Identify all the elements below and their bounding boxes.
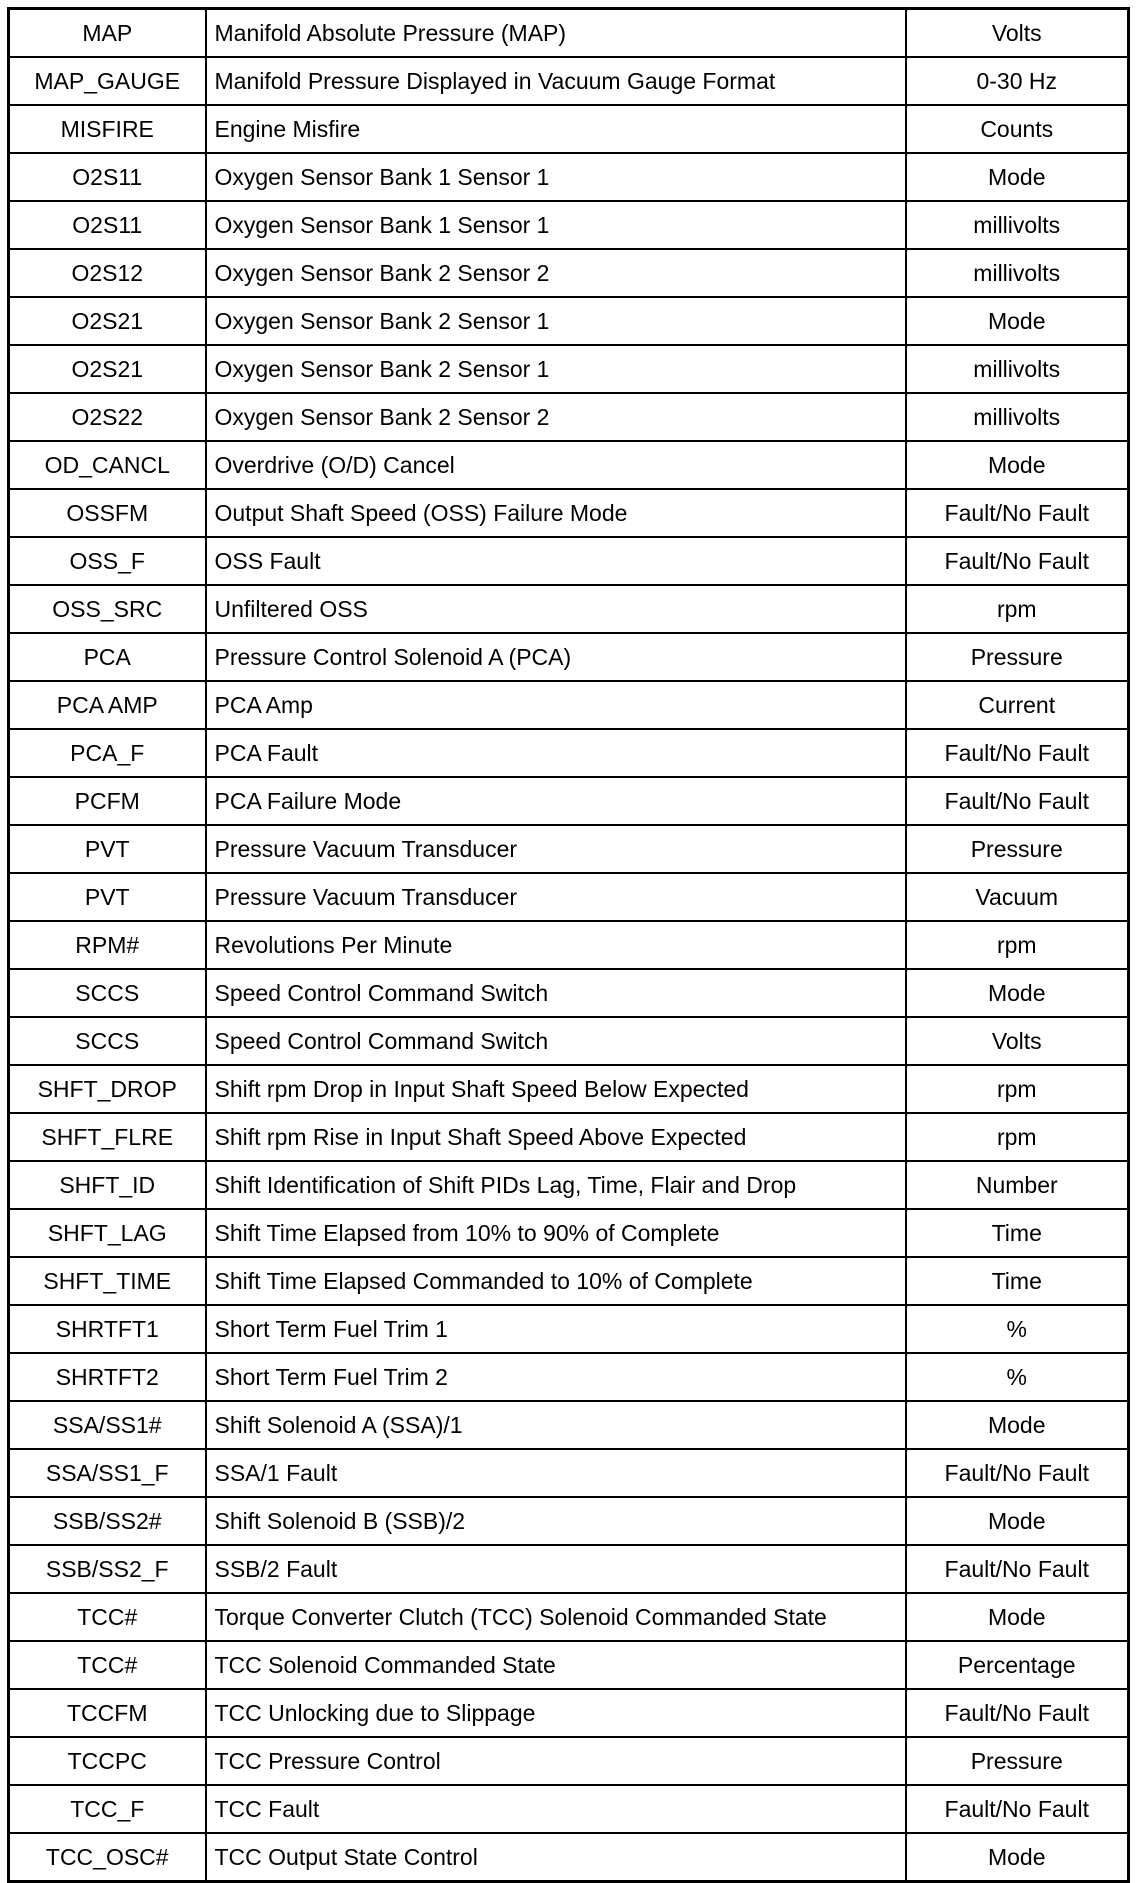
table-row bbox=[9, 1113, 1129, 1161]
pid-cell: TCCPC bbox=[9, 1737, 206, 1785]
table-row bbox=[9, 537, 1129, 585]
unit-cell: Fault/No Fault bbox=[906, 489, 1129, 537]
unit-cell: Volts bbox=[906, 9, 1129, 58]
pid-cell: PCA_F bbox=[9, 729, 206, 777]
unit-cell: Fault/No Fault bbox=[906, 537, 1129, 585]
table-row bbox=[9, 297, 1129, 345]
description-cell: Speed Control Command Switch bbox=[206, 969, 906, 1017]
description-cell: Pressure Vacuum Transducer bbox=[206, 873, 906, 921]
table-row bbox=[9, 729, 1129, 777]
table-row bbox=[9, 57, 1129, 105]
description-cell: TCC Unlocking due to Slippage bbox=[206, 1689, 906, 1737]
pid-cell: TCC_OSC# bbox=[9, 1833, 206, 1882]
table-row bbox=[9, 1017, 1129, 1065]
table-row bbox=[9, 1353, 1129, 1401]
description-cell: Revolutions Per Minute bbox=[206, 921, 906, 969]
description-cell: SSB/2 Fault bbox=[206, 1545, 906, 1593]
pid-cell: SHFT_TIME bbox=[9, 1257, 206, 1305]
description-cell: Oxygen Sensor Bank 2 Sensor 2 bbox=[206, 393, 906, 441]
description-cell: OSS Fault bbox=[206, 537, 906, 585]
pid-cell: SHFT_ID bbox=[9, 1161, 206, 1209]
table-row bbox=[9, 1785, 1129, 1833]
pid-cell: SHRTFT2 bbox=[9, 1353, 206, 1401]
description-cell: SSA/1 Fault bbox=[206, 1449, 906, 1497]
pid-cell: PCA bbox=[9, 633, 206, 681]
description-cell: Output Shaft Speed (OSS) Failure Mode bbox=[206, 489, 906, 537]
description-cell: Shift rpm Drop in Input Shaft Speed Below Expected bbox=[206, 1065, 906, 1113]
description-cell: Shift Time Elapsed Commanded to 10% of Complete bbox=[206, 1257, 906, 1305]
table-row bbox=[9, 1593, 1129, 1641]
table-row bbox=[9, 393, 1129, 441]
description-cell: TCC Pressure Control bbox=[206, 1737, 906, 1785]
unit-cell: Mode bbox=[906, 1593, 1129, 1641]
unit-cell: Number bbox=[906, 1161, 1129, 1209]
table-row bbox=[9, 969, 1129, 1017]
unit-cell: Volts bbox=[906, 1017, 1129, 1065]
description-cell: Pressure Vacuum Transducer bbox=[206, 825, 906, 873]
pid-cell: OSSFM bbox=[9, 489, 206, 537]
unit-cell: Time bbox=[906, 1209, 1129, 1257]
description-cell: Short Term Fuel Trim 2 bbox=[206, 1353, 906, 1401]
description-cell: Manifold Pressure Displayed in Vacuum Gauge Format bbox=[206, 57, 906, 105]
description-cell: TCC Fault bbox=[206, 1785, 906, 1833]
table-row bbox=[9, 1833, 1129, 1882]
pid-cell: TCC_F bbox=[9, 1785, 206, 1833]
description-cell: Oxygen Sensor Bank 2 Sensor 2 bbox=[206, 249, 906, 297]
table-row bbox=[9, 1065, 1129, 1113]
description-cell: Short Term Fuel Trim 1 bbox=[206, 1305, 906, 1353]
unit-cell: % bbox=[906, 1353, 1129, 1401]
unit-cell: Mode bbox=[906, 1497, 1129, 1545]
pid-cell: SSA/SS1_F bbox=[9, 1449, 206, 1497]
pid-cell: O2S21 bbox=[9, 345, 206, 393]
table-row bbox=[9, 585, 1129, 633]
unit-cell: Pressure bbox=[906, 825, 1129, 873]
unit-cell: Mode bbox=[906, 297, 1129, 345]
unit-cell: Pressure bbox=[906, 633, 1129, 681]
table-row bbox=[9, 1449, 1129, 1497]
unit-cell: Fault/No Fault bbox=[906, 1545, 1129, 1593]
description-cell: Overdrive (O/D) Cancel bbox=[206, 441, 906, 489]
pid-cell: SHFT_FLRE bbox=[9, 1113, 206, 1161]
unit-cell: rpm bbox=[906, 1065, 1129, 1113]
table-row bbox=[9, 1545, 1129, 1593]
unit-cell: Fault/No Fault bbox=[906, 1785, 1129, 1833]
unit-cell: rpm bbox=[906, 1113, 1129, 1161]
description-cell: TCC Solenoid Commanded State bbox=[206, 1641, 906, 1689]
table-row bbox=[9, 1305, 1129, 1353]
unit-cell: Fault/No Fault bbox=[906, 1689, 1129, 1737]
pid-cell: TCC# bbox=[9, 1593, 206, 1641]
pid-cell: OSS_F bbox=[9, 537, 206, 585]
unit-cell: millivolts bbox=[906, 249, 1129, 297]
pid-cell: PCFM bbox=[9, 777, 206, 825]
unit-cell: Mode bbox=[906, 969, 1129, 1017]
description-cell: Oxygen Sensor Bank 1 Sensor 1 bbox=[206, 153, 906, 201]
unit-cell: 0-30 Hz bbox=[906, 57, 1129, 105]
description-cell: Torque Converter Clutch (TCC) Solenoid Commanded State bbox=[206, 1593, 906, 1641]
pid-cell: O2S11 bbox=[9, 153, 206, 201]
description-cell: Speed Control Command Switch bbox=[206, 1017, 906, 1065]
table-row bbox=[9, 249, 1129, 297]
pid-cell: PVT bbox=[9, 825, 206, 873]
table-row bbox=[9, 1497, 1129, 1545]
table-row bbox=[9, 777, 1129, 825]
unit-cell: Pressure bbox=[906, 1737, 1129, 1785]
pid-cell: RPM# bbox=[9, 921, 206, 969]
table-row bbox=[9, 345, 1129, 393]
description-cell: Shift Identification of Shift PIDs Lag, Time, Flair and Drop bbox=[206, 1161, 906, 1209]
description-cell: Manifold Absolute Pressure (MAP) bbox=[206, 9, 906, 58]
description-cell: PCA Amp bbox=[206, 681, 906, 729]
pid-cell: O2S11 bbox=[9, 201, 206, 249]
table-row bbox=[9, 1161, 1129, 1209]
table-row bbox=[9, 681, 1129, 729]
table-row bbox=[9, 1209, 1129, 1257]
pid-cell: OD_CANCL bbox=[9, 441, 206, 489]
unit-cell: Vacuum bbox=[906, 873, 1129, 921]
unit-cell: millivolts bbox=[906, 345, 1129, 393]
unit-cell: Mode bbox=[906, 1401, 1129, 1449]
description-cell: Oxygen Sensor Bank 2 Sensor 1 bbox=[206, 345, 906, 393]
pid-cell: MAP bbox=[9, 9, 206, 58]
table-row bbox=[9, 105, 1129, 153]
pid-cell: SCCS bbox=[9, 1017, 206, 1065]
unit-cell: % bbox=[906, 1305, 1129, 1353]
pid-cell: O2S22 bbox=[9, 393, 206, 441]
unit-cell: rpm bbox=[906, 585, 1129, 633]
unit-cell: Fault/No Fault bbox=[906, 777, 1129, 825]
unit-cell: Time bbox=[906, 1257, 1129, 1305]
pid-cell: SHFT_DROP bbox=[9, 1065, 206, 1113]
table-row bbox=[9, 441, 1129, 489]
pid-cell: PVT bbox=[9, 873, 206, 921]
pid-cell: MISFIRE bbox=[9, 105, 206, 153]
pid-cell: SSB/SS2_F bbox=[9, 1545, 206, 1593]
description-cell: Engine Misfire bbox=[206, 105, 906, 153]
unit-cell: rpm bbox=[906, 921, 1129, 969]
pid-cell: O2S21 bbox=[9, 297, 206, 345]
description-cell: Shift Solenoid A (SSA)/1 bbox=[206, 1401, 906, 1449]
description-cell: Shift rpm Rise in Input Shaft Speed Above Expected bbox=[206, 1113, 906, 1161]
table-row bbox=[9, 633, 1129, 681]
description-cell: TCC Output State Control bbox=[206, 1833, 906, 1882]
pid-cell: OSS_SRC bbox=[9, 585, 206, 633]
description-cell: PCA Failure Mode bbox=[206, 777, 906, 825]
unit-cell: Fault/No Fault bbox=[906, 1449, 1129, 1497]
table-row bbox=[9, 489, 1129, 537]
description-cell: PCA Fault bbox=[206, 729, 906, 777]
unit-cell: Mode bbox=[906, 153, 1129, 201]
table-row bbox=[9, 921, 1129, 969]
pid-cell: SHRTFT1 bbox=[9, 1305, 206, 1353]
unit-cell: Mode bbox=[906, 1833, 1129, 1882]
description-cell: Oxygen Sensor Bank 2 Sensor 1 bbox=[206, 297, 906, 345]
description-cell: Pressure Control Solenoid A (PCA) bbox=[206, 633, 906, 681]
table-row bbox=[9, 1257, 1129, 1305]
description-cell: Oxygen Sensor Bank 1 Sensor 1 bbox=[206, 201, 906, 249]
table-row bbox=[9, 1689, 1129, 1737]
pid-cell: TCCFM bbox=[9, 1689, 206, 1737]
unit-cell: Counts bbox=[906, 105, 1129, 153]
table-row bbox=[9, 873, 1129, 921]
pid-cell: TCC# bbox=[9, 1641, 206, 1689]
table-row bbox=[9, 825, 1129, 873]
table-row bbox=[9, 1401, 1129, 1449]
pid-cell: MAP_GAUGE bbox=[9, 57, 206, 105]
pid-cell: SSB/SS2# bbox=[9, 1497, 206, 1545]
unit-cell: Percentage bbox=[906, 1641, 1129, 1689]
pid-cell: SCCS bbox=[9, 969, 206, 1017]
pid-reference-sheet bbox=[7, 7, 1127, 1875]
description-cell: Unfiltered OSS bbox=[206, 585, 906, 633]
pid-cell: SSA/SS1# bbox=[9, 1401, 206, 1449]
pid-table-body bbox=[9, 9, 1129, 1882]
table-row bbox=[9, 153, 1129, 201]
description-cell: Shift Time Elapsed from 10% to 90% of Complete bbox=[206, 1209, 906, 1257]
unit-cell: millivolts bbox=[906, 201, 1129, 249]
table-row bbox=[9, 201, 1129, 249]
table-row bbox=[9, 9, 1129, 58]
unit-cell: Mode bbox=[906, 441, 1129, 489]
pid-cell: PCA AMP bbox=[9, 681, 206, 729]
unit-cell: Current bbox=[906, 681, 1129, 729]
unit-cell: Fault/No Fault bbox=[906, 729, 1129, 777]
table-row bbox=[9, 1641, 1129, 1689]
description-cell: Shift Solenoid B (SSB)/2 bbox=[206, 1497, 906, 1545]
pid-cell: O2S12 bbox=[9, 249, 206, 297]
pid-table bbox=[7, 7, 1130, 1883]
table-row bbox=[9, 1737, 1129, 1785]
unit-cell: millivolts bbox=[906, 393, 1129, 441]
pid-cell: SHFT_LAG bbox=[9, 1209, 206, 1257]
